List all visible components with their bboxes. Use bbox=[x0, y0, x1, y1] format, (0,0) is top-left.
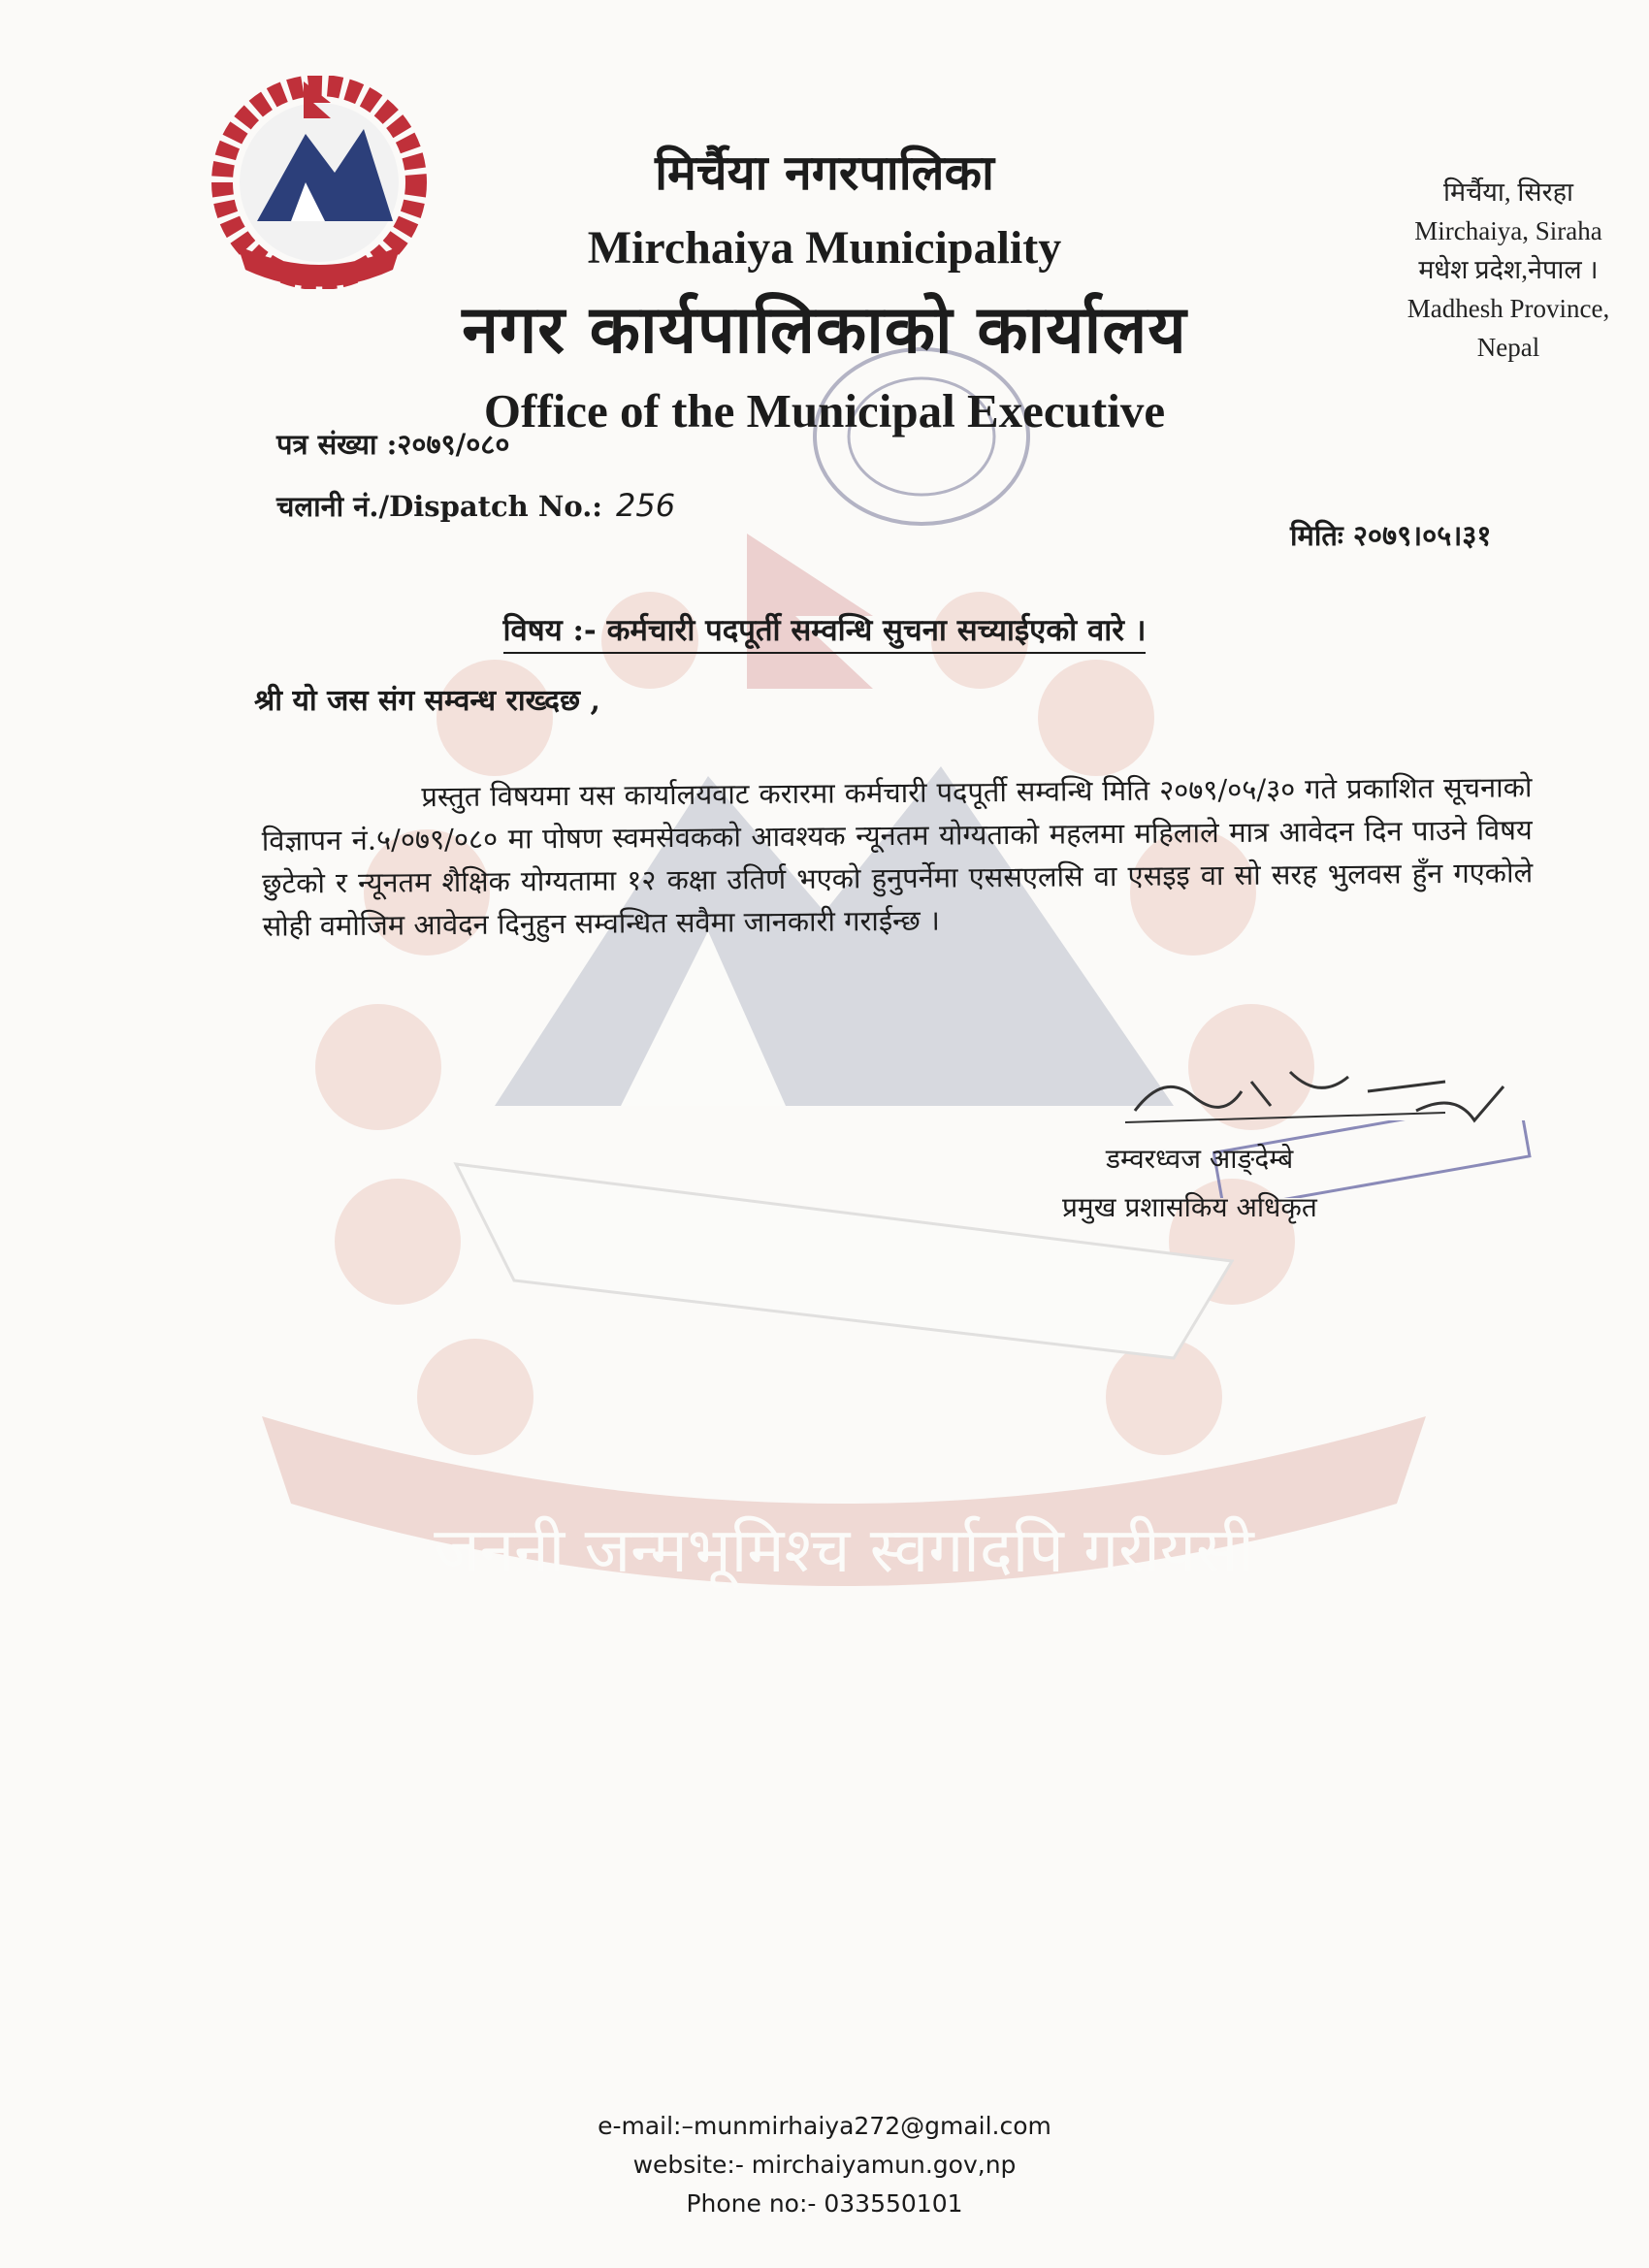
footer-website: website:- mirchaiyamun.gov,np bbox=[632, 2151, 1017, 2179]
footer-email: e-mail:–munmirhaiya272@gmail.com bbox=[598, 2112, 1051, 2140]
address-line: Madhesh Province, bbox=[1406, 294, 1610, 323]
salutation: श्री यो जस संग सम्वन्ध राख्दछ , bbox=[254, 684, 600, 718]
address-line: Mirchaiya, Siraha bbox=[1414, 216, 1602, 245]
address-line: Nepal bbox=[1476, 333, 1540, 362]
dispatch-value: 256 bbox=[616, 487, 676, 524]
contact-footer bbox=[0, 2107, 1649, 2223]
municipality-name-nepali: मिर्चैया नगरपालिका bbox=[655, 144, 994, 201]
address-block bbox=[1377, 173, 1639, 367]
officer-name: डम्वरध्वज आङ्देम्बे bbox=[1106, 1143, 1294, 1175]
office-name-english: Office of the Municipal Executive bbox=[483, 384, 1166, 437]
subject-text: विषय :- कर्मचारी पदपूर्ती सम्वन्धि सुचना सच्याईएको वारे । bbox=[503, 613, 1147, 654]
office-name-nepali: नगर कार्यपालिकाको कार्यालय bbox=[462, 291, 1187, 369]
footer-phone: Phone no:- 033550101 bbox=[686, 2189, 963, 2218]
dispatch-number bbox=[276, 487, 675, 525]
letter-subject bbox=[0, 609, 1649, 650]
municipality-name-english: Mirchaiya Municipality bbox=[587, 222, 1062, 274]
letter-date: मितिः २०७९।०५।३१ bbox=[1290, 519, 1492, 552]
officer-title: प्रमुख प्रशासकिय अधिकृत bbox=[1062, 1191, 1317, 1223]
watermark-motto: जननी जन्मभूमिश्च स्वर्गादपि गरीयसी bbox=[434, 1515, 1254, 1587]
dispatch-label: चलानी नं./Dispatch No.: bbox=[276, 490, 603, 523]
address-line: मधेश प्रदेश,नेपाल । bbox=[1418, 255, 1599, 284]
reference-number: पत्र संख्या :२०७९/०८० bbox=[276, 428, 510, 461]
letter-body: प्रस्तुत विषयमा यस कार्यालयवाट करारमा कर्मचारी पदपूर्ती सम्वन्धि मिति २०७९/०५/३० गते प्रकाशित सूचनाको विज्ञापन नं.५/०७९/०८० मा पोषण स्वमसेवकको आवश्यक न्यूनतम योग्यताको महलमा महिलाले मात्र आवेदन दिन पाउने विषय छुटेको र न्यूनतम शैक्षिक योग्यतामा १२ कक्षा उतिर्ण भएको हुनुपर्नेमा एससएलसि वा एसइइ वा सो सरह भुलवस हुँन गएकोले सोही वमोजिम आवेदन दिनुहुन सम्वन्धित सवैमा जानकारी गराईन्छ । bbox=[261, 770, 1534, 943]
address-line: मिर्चैया, सिरहा bbox=[1442, 178, 1574, 207]
